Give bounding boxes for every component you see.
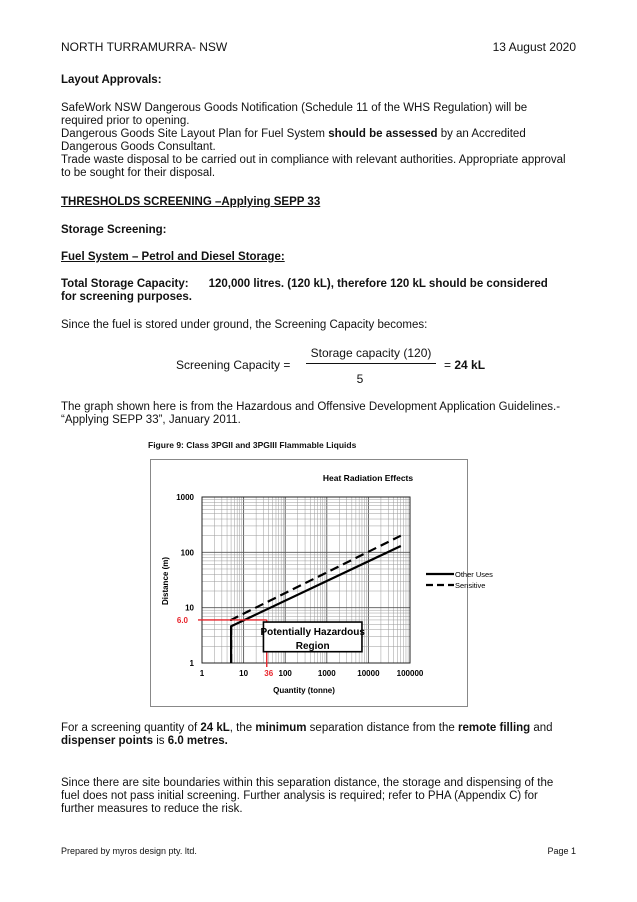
y-tick-label: 1 <box>189 659 194 668</box>
conclusion-line-1: Since there are site boundaries within this separation distance, the storage and dispensing of the <box>61 777 554 789</box>
result-bold-dispenser: dispenser points <box>61 735 154 747</box>
formula-rhs-prefix: = <box>444 358 455 372</box>
formula-result: 24 kL <box>454 358 486 372</box>
legend-label: Sensitive <box>455 581 486 590</box>
result-line-2 <box>61 735 581 748</box>
formula-rhs <box>444 358 485 372</box>
conclusion-line-2: fuel does not pass initial screening. Further analysis is required; refer to PHA (Appendix C) for <box>61 790 538 802</box>
result-bold-minimum: minimum <box>255 722 307 734</box>
result-paragraph <box>61 722 581 748</box>
formula-numerator: Storage capacity (120) <box>310 346 432 360</box>
dg-plan-bold: should be assessed <box>328 128 438 140</box>
figure-caption: Figure 9: Class 3PGII and 3PGIII Flammable Liquids <box>148 440 357 450</box>
safework-paragraph <box>61 102 581 128</box>
result-bold-quantity: 24 kL <box>200 722 230 734</box>
dg-plan-text-pre: Dangerous Goods Site Layout Plan for Fuel System <box>61 128 329 140</box>
safework-line-1: SafeWork NSW Dangerous Goods Notification (Schedule 11 of the WHS Regulation) will be <box>61 102 528 114</box>
graph-intro <box>61 401 581 427</box>
header-date: 13 August 2020 <box>492 40 576 54</box>
conclusion-paragraph <box>61 777 581 816</box>
hazard-region-label-2: Region <box>295 641 330 653</box>
x-tick-label: 10000 <box>357 669 380 678</box>
y-tick-label: 100 <box>180 548 194 558</box>
result-text-1: For a screening quantity of <box>61 722 201 734</box>
dg-plan-line-2: Dangerous Goods Consultant. <box>61 141 216 153</box>
x-tick-label: 100000 <box>396 669 424 678</box>
trade-waste-line-2: to be sought for their disposal. <box>61 167 216 179</box>
storage-screening-heading: Storage Screening: <box>61 224 167 236</box>
result-text-4: and <box>530 722 553 734</box>
total-capacity-value: 120,000 litres. (120 kL), therefore 120 kL should be considered <box>208 278 548 290</box>
safework-line-2: required prior to opening. <box>61 115 190 127</box>
fuel-system-heading: Fuel System – Petrol and Diesel Storage: <box>61 251 285 263</box>
header-location: NORTH TURRAMURRA- NSW <box>61 40 228 54</box>
result-bold-remote-filling: remote filling <box>457 722 531 734</box>
marker-x-label: 36 <box>264 669 274 678</box>
formula-denominator: 5 <box>356 372 364 386</box>
chart-title: Heat Radiation Effects <box>322 473 414 483</box>
footer-prepared-by: Prepared by myros design pty. ltd. <box>61 846 197 856</box>
x-axis-label: Quantity (tonne) <box>273 686 335 695</box>
thresholds-heading: THRESHOLDS SCREENING –Applying SEPP 33 <box>61 196 321 208</box>
marker-y-label: 6.0 <box>176 615 188 625</box>
result-text-5: is <box>153 735 168 747</box>
x-tick-label: 1 <box>199 669 205 678</box>
footer-page-number: Page 1 <box>547 846 576 856</box>
dg-plan-paragraph <box>61 128 581 154</box>
layout-approvals-heading: Layout Approvals: <box>61 74 162 86</box>
y-tick-label: 1000 <box>176 493 194 502</box>
graph-intro-line-2: “Applying SEPP 33”, January 2011. <box>61 414 241 426</box>
y-tick-label: 10 <box>185 603 194 613</box>
underground-text: Since the fuel is stored under ground, the Screening Capacity becomes: <box>61 319 428 331</box>
x-tick-label: 100 <box>278 669 292 678</box>
y-axis-label: Distance (m) <box>161 556 170 606</box>
conclusion-line-3: further measures to reduce the risk. <box>61 803 243 815</box>
heat-radiation-chart <box>150 459 493 707</box>
graph-intro-line-1: The graph shown here is from the Hazardous and Offensive Development Application Guidelines.- <box>61 401 561 413</box>
formula-fraction-bar <box>306 363 436 364</box>
total-capacity <box>61 278 581 304</box>
total-capacity-line-2: for screening purposes. <box>61 291 193 303</box>
legend-label: Other Uses <box>455 570 493 579</box>
x-tick-label: 1000 <box>317 669 336 678</box>
trade-waste-paragraph <box>61 154 581 180</box>
x-tick-label: 10 <box>239 669 249 678</box>
result-text-2: , the <box>229 722 256 734</box>
dg-plan-text-post: by an Accredited <box>437 128 526 140</box>
dg-plan-line-1 <box>61 128 581 141</box>
hazard-region-label-1: Potentially Hazardous <box>260 627 365 639</box>
formula-lhs: Screening Capacity = <box>176 358 291 372</box>
total-capacity-line-1 <box>61 278 581 291</box>
result-bold-distance: 6.0 metres. <box>167 735 228 747</box>
trade-waste-line-1: Trade waste disposal to be carried out in compliance with relevant authorities. Appropriate approval <box>61 154 566 166</box>
total-capacity-label: Total Storage Capacity: <box>61 278 189 290</box>
result-text-3: separation distance from the <box>306 722 458 734</box>
result-line-1 <box>61 722 581 735</box>
